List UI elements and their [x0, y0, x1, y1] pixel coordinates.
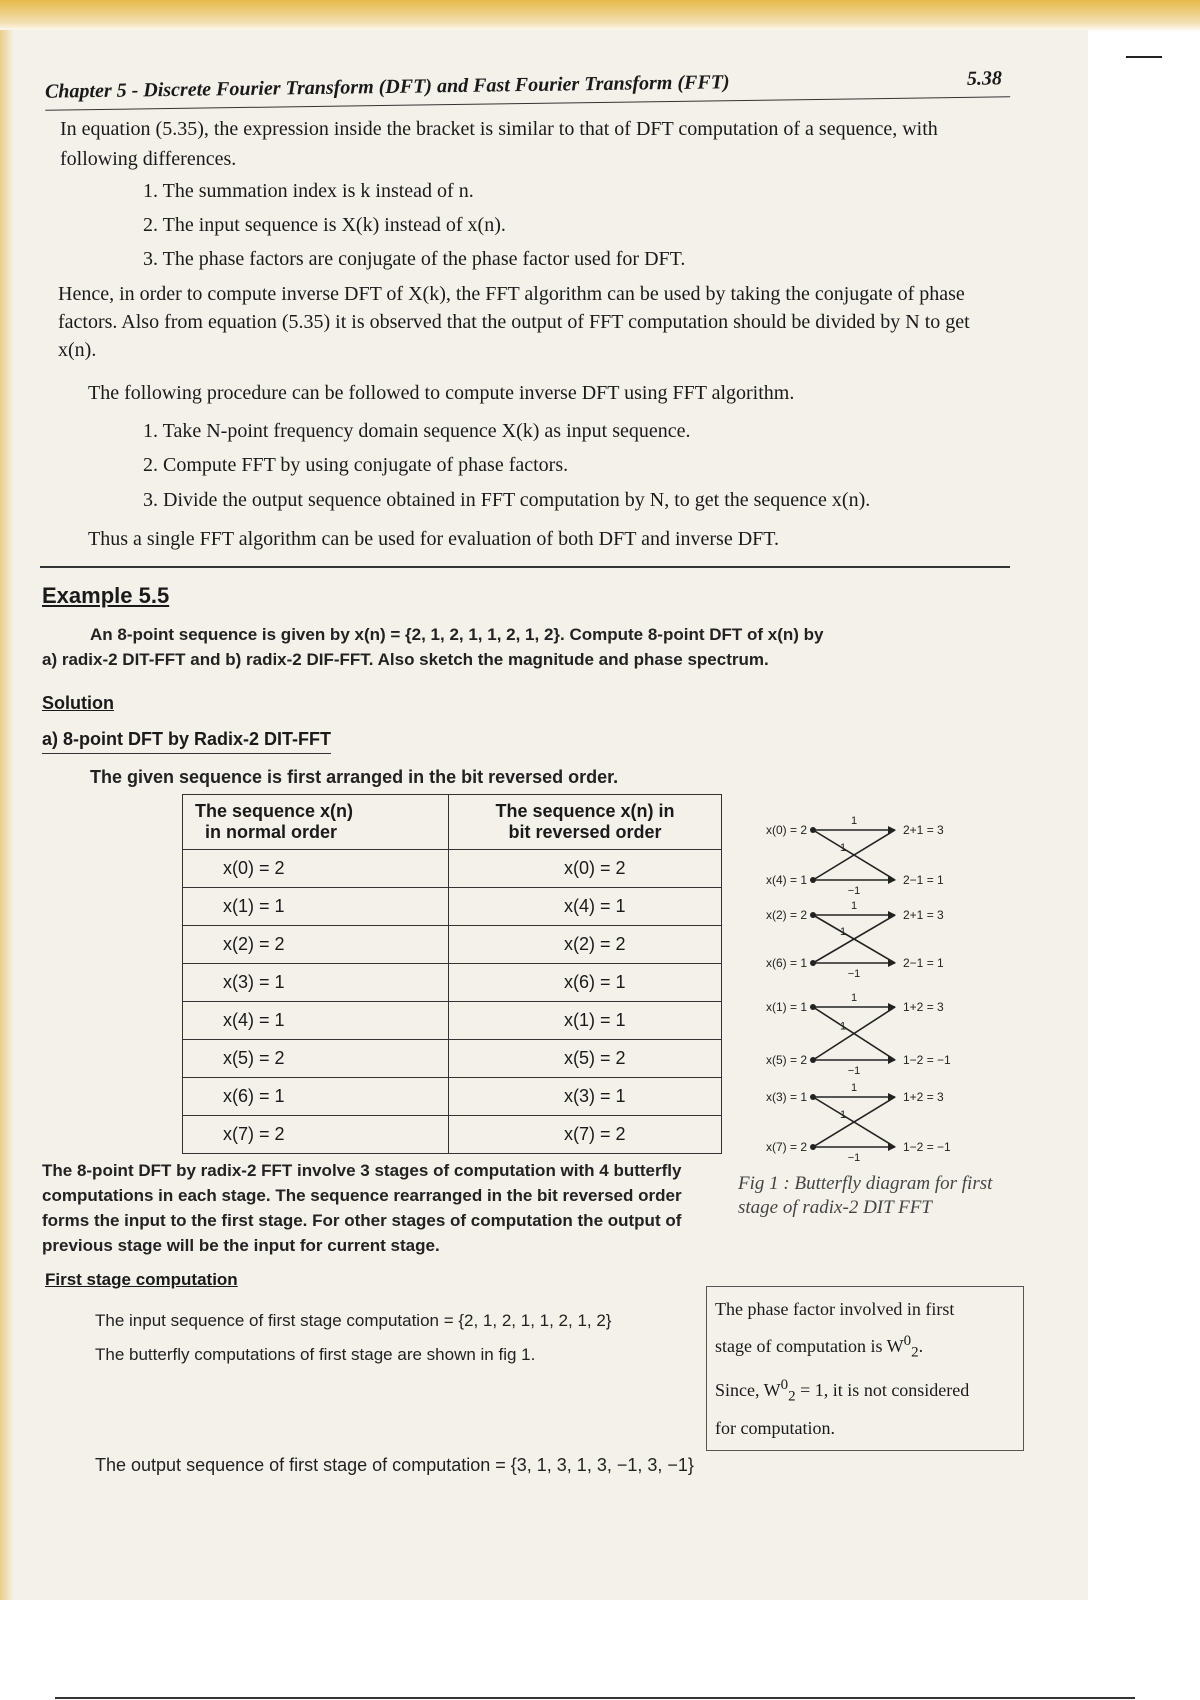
header-reversed-line-2: bit reversed order — [508, 822, 662, 842]
chapter-title: Chapter 5 - Discrete Fourier Transform (DFT) and Fast Fourier Transform (FFT) — [44, 71, 730, 103]
table-body — [183, 850, 722, 1154]
butterfly-input-label: x(1) = 1 — [765, 1000, 807, 1014]
table-header-normal — [183, 795, 449, 850]
butterfly-output-label: 2−1 = 1 — [903, 873, 944, 887]
table-row — [183, 850, 722, 888]
cell-bit-reversed: x(3) = 1 — [449, 1078, 722, 1116]
note-line-2-text: stage of computation is W — [715, 1336, 904, 1356]
weight-label: −1 — [847, 968, 861, 980]
table-header-row — [183, 795, 722, 850]
input-node — [810, 1004, 816, 1010]
bit-reversal-table — [182, 794, 722, 1154]
difference-3: 3. The phase factors are conjugate of the phase factor used for DFT. — [143, 248, 686, 270]
cell-bit-reversed: x(1) = 1 — [449, 1002, 722, 1040]
cell-normal-order: x(2) = 2 — [183, 926, 449, 964]
example-statement-line-2: a) radix-2 DIT-FFT and b) radix-2 DIF-FFT. Also sketch the magnitude and phase spectrum. — [42, 650, 769, 669]
butterfly-output-label: 1+2 = 3 — [903, 1000, 944, 1014]
butterfly-output-label: 2+1 = 3 — [903, 908, 944, 922]
table-header-reversed — [449, 795, 722, 850]
butterfly-group — [766, 815, 951, 1164]
weight-label: 1 — [850, 992, 858, 1004]
input-node — [810, 960, 816, 966]
twiddle-subscript: 2 — [788, 1388, 796, 1405]
weight-label: 1 — [840, 1020, 847, 1033]
weight-label: 1 — [850, 1082, 858, 1094]
butterfly-input-label: x(0) = 2 — [765, 823, 807, 837]
twiddle-superscript: 0 — [903, 1333, 912, 1349]
butterfly-output-label: 1−2 = −1 — [903, 1053, 951, 1067]
output-arrow — [888, 911, 896, 919]
butterfly-input-label: x(5) = 2 — [765, 1053, 807, 1067]
first-stage-output: The output sequence of first stage of computation = {3, 1, 3, 1, 3, −1, 3, −1} — [95, 1455, 694, 1475]
conclusion-text: Thus a single FFT algorithm can be used for evaluation of both DFT and inverse DFT. — [88, 528, 779, 550]
procedure-intro: The following procedure can be followed to compute inverse DFT using FFT algorithm. — [88, 382, 795, 404]
stages-description: The 8-point DFT by radix-2 FFT involve 3 stages of computation with 4 butterfly computations in each stage. The sequence rearranged in the bit reversed order forms the input to the first stage. For other stages of computation the output of previous stage will be the input for current stage. — [42, 1161, 682, 1255]
butterfly-input-label: x(3) = 1 — [765, 1090, 807, 1104]
weight-label: 1 — [850, 900, 858, 912]
weight-label: 1 — [850, 815, 858, 827]
part-a-heading: a) 8-point DFT by Radix-2 DIT-FFT — [42, 729, 331, 754]
butterfly-output-label: 2+1 = 3 — [903, 823, 944, 837]
input-node — [810, 1144, 816, 1150]
table-row — [183, 964, 722, 1002]
cell-normal-order: x(4) = 1 — [183, 1002, 449, 1040]
butterfly-input-label: x(7) = 2 — [765, 1140, 807, 1154]
table-row — [183, 1116, 722, 1154]
input-node — [810, 827, 816, 833]
cell-normal-order: x(3) = 1 — [183, 964, 449, 1002]
first-stage-input: The input sequence of first stage computation = {2, 1, 2, 1, 1, 2, 1, 2} — [95, 1311, 612, 1330]
cell-bit-reversed: x(2) = 2 — [449, 926, 722, 964]
butterfly-input-label: x(2) = 2 — [765, 908, 807, 922]
procedure-step-3: 3. Divide the output sequence obtained in FFT computation by N, to get the sequence x(n). — [143, 489, 871, 511]
output-arrow — [888, 1143, 896, 1151]
table-row — [183, 926, 722, 964]
butterfly-output-label: 2−1 = 1 — [903, 956, 944, 970]
cell-normal-order: x(7) = 2 — [183, 1116, 449, 1154]
output-arrow — [888, 826, 896, 834]
cell-bit-reversed: x(5) = 2 — [449, 1040, 722, 1078]
difference-1: 1. The summation index is k instead of n. — [143, 180, 474, 202]
weight-label: −1 — [847, 1152, 861, 1164]
difference-2: 2. The input sequence is X(k) instead of x(n). — [143, 214, 506, 236]
output-arrow — [888, 959, 896, 967]
butterfly-output-label: 1−2 = −1 — [903, 1140, 951, 1154]
bottom-rule — [55, 1697, 1135, 1699]
input-node — [810, 877, 816, 883]
note-line-3-rest: = 1, it is not considered — [795, 1379, 970, 1400]
butterfly-input-label: x(6) = 1 — [765, 956, 807, 970]
twiddle-superscript: 0 — [780, 1376, 789, 1393]
cell-normal-order: x(6) = 1 — [183, 1078, 449, 1116]
weight-label: 1 — [840, 842, 847, 854]
procedure-step-1: 1. Take N-point frequency domain sequence X(k) as input sequence. — [143, 420, 691, 442]
input-node — [810, 912, 816, 918]
page-left-shadow — [0, 30, 14, 1600]
cell-normal-order: x(0) = 2 — [183, 850, 449, 888]
phase-factor-note — [706, 1286, 1024, 1451]
table-row — [183, 1002, 722, 1040]
header-normal-line-2: in normal order — [205, 822, 338, 842]
note-line-4: for computation. — [715, 1418, 835, 1439]
bit-reversal-table-wrap — [182, 794, 722, 1154]
cell-bit-reversed: x(4) = 1 — [449, 888, 722, 926]
cell-normal-order: x(5) = 2 — [183, 1040, 449, 1078]
weight-label: −1 — [847, 885, 861, 897]
first-stage-butterfly-text: The butterfly computations of first stage are shown in fig 1. — [95, 1345, 536, 1364]
note-line-1: The phase factor involved in first — [715, 1299, 955, 1319]
cell-bit-reversed: x(0) = 2 — [449, 850, 722, 888]
twiddle-subscript: 2 — [911, 1344, 919, 1361]
note-line-3 — [715, 1369, 1015, 1413]
margin-dash — [1126, 56, 1162, 58]
output-arrow — [888, 1093, 896, 1101]
hence-paragraph: Hence, in order to compute inverse DFT of X(k), the FFT algorithm can be used by taking the conjugate of phase factors. Also from equation (5.35) it is observed that the output of FFT computation should be divided by N to get x(n). — [58, 283, 970, 361]
header-reversed-line-1: The sequence x(n) in — [495, 801, 675, 821]
figure-caption: Fig 1 : Butterfly diagram for first stage of radix-2 DIT FFT — [738, 1173, 993, 1218]
butterfly-input-label: x(4) = 1 — [765, 873, 807, 887]
solution-label: Solution — [42, 693, 114, 713]
intro-paragraph: In equation (5.35), the expression inside the bracket is similar to that of DFT computation of a sequence, with following differences. — [60, 118, 938, 170]
example-title: Example 5.5 — [42, 583, 170, 608]
arranged-text: The given sequence is first arranged in the bit reversed order. — [90, 767, 619, 787]
weight-label: −1 — [847, 1065, 861, 1077]
note-line-2: stage of computation is $W^0_2$. — [715, 1333, 924, 1361]
cell-normal-order: x(1) = 1 — [183, 888, 449, 926]
first-stage-heading: First stage computation — [45, 1270, 238, 1289]
example-statement-line-1: An 8-point sequence is given by x(n) = {2, 1, 2, 1, 1, 2, 1, 2}. Compute 8-point DFT of x(n) by — [90, 625, 824, 644]
procedure-step-2: 2. Compute FFT by using conjugate of phase factors. — [143, 454, 569, 476]
page-top-shadow — [0, 0, 1200, 32]
table-row — [183, 1078, 722, 1116]
butterfly-diagram — [735, 805, 1010, 1165]
cell-bit-reversed: x(6) = 1 — [449, 964, 722, 1002]
input-node — [810, 1057, 816, 1063]
page-number: 5.38 — [966, 67, 1003, 90]
input-node — [810, 1094, 816, 1100]
section-divider — [40, 566, 1010, 568]
table-row — [183, 888, 722, 926]
cell-bit-reversed: x(7) = 2 — [449, 1116, 722, 1154]
table-row — [183, 1040, 722, 1078]
butterfly-output-label: 1+2 = 3 — [903, 1090, 944, 1104]
note-line-3-text: Since, W — [715, 1379, 781, 1400]
weight-label: 1 — [840, 926, 847, 938]
header-normal-line-1: The sequence x(n) — [195, 801, 354, 821]
weight-label: 1 — [840, 1109, 847, 1121]
output-arrow — [888, 876, 896, 884]
